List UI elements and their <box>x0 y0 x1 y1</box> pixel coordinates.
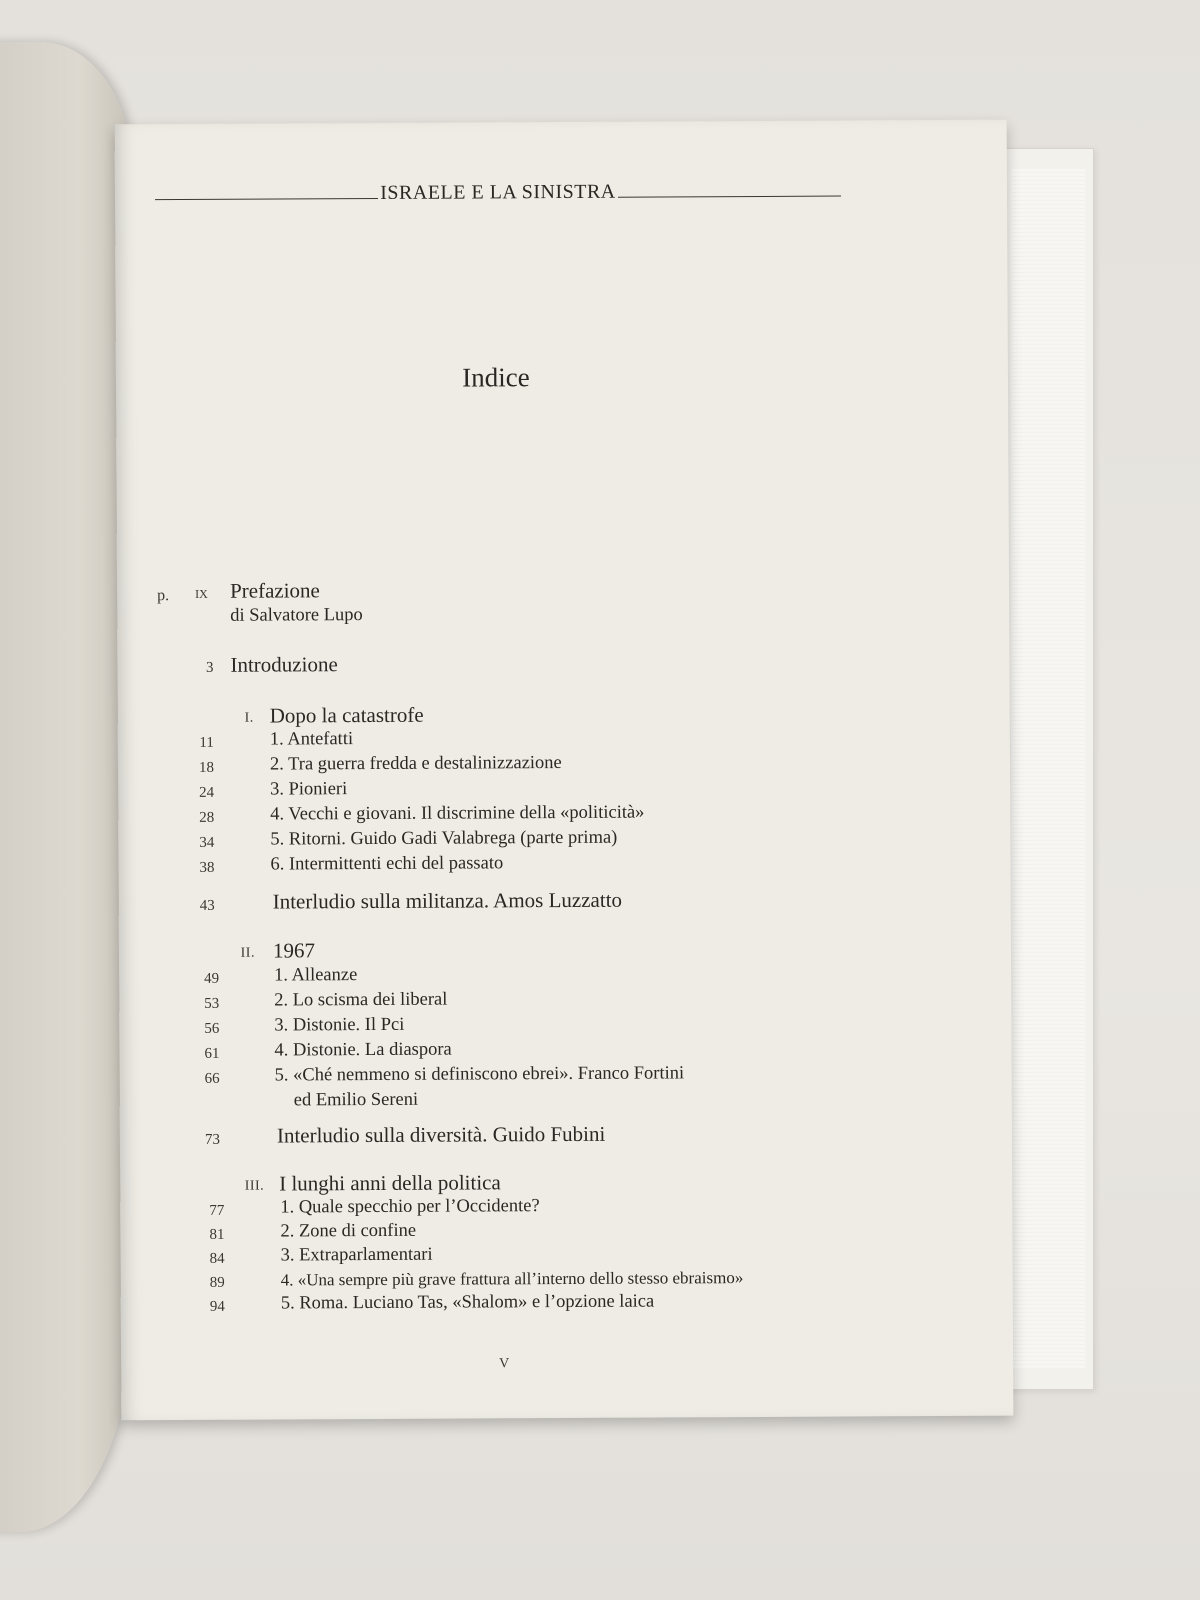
toc-section: 1. Quale specchio per l’Occidente? <box>280 1196 540 1218</box>
toc-page-number: 38 <box>199 859 215 876</box>
toc-section: 3. Extraparlamentari <box>280 1244 433 1266</box>
chapter-title: 1967 <box>272 938 316 963</box>
toc-page-number: 24 <box>199 784 215 801</box>
toc-section: 2. Tra guerra fredda e destalinizzazione <box>269 753 562 775</box>
toc-page-number: 94 <box>209 1298 225 1315</box>
chapter-numeral: I. <box>244 710 254 726</box>
toc-page-number: 49 <box>204 970 220 987</box>
toc-page-number: 84 <box>209 1250 225 1267</box>
toc-section-continuation: ed Emilio Sereni <box>293 1089 419 1111</box>
toc-interlude: Interludio sulla diversità. Guido Fubini <box>276 1121 606 1148</box>
toc-page-number: 81 <box>209 1226 225 1243</box>
page-folio: V <box>499 1356 510 1372</box>
toc-section: 6. Intermittenti echi del passato <box>270 853 504 875</box>
toc-page-number: 73 <box>204 1131 220 1148</box>
toc-page-number: 28 <box>199 809 215 826</box>
left-page-curl <box>0 42 130 1532</box>
toc-page-number: IX <box>195 586 208 601</box>
toc-section: 5. Ritorni. Guido Gadi Valabrega (parte prima) <box>270 827 618 850</box>
running-head-rule-left <box>155 198 378 200</box>
toc-entry-introduzione: Introduzione <box>230 652 338 677</box>
toc-interlude: Interludio sulla militanza. Amos Luzzatto <box>272 887 623 914</box>
toc-page-number: 34 <box>199 834 215 851</box>
toc-page-number: 18 <box>198 759 215 776</box>
chapter-numeral: II. <box>240 945 255 961</box>
toc-page-number: 56 <box>204 1020 220 1037</box>
page-title: Indice <box>462 362 530 393</box>
running-head-rule-right <box>618 196 841 198</box>
chapter-title: I lunghi anni della politica <box>279 1170 501 1196</box>
toc-section: 4. «Una sempre più grave frattura all’interno dello stesso ebraismo» <box>280 1268 744 1290</box>
toc-page-number: 3 <box>205 659 214 676</box>
toc-section: 1. Antefatti <box>269 729 354 750</box>
toc-section: 4. Distonie. La diaspora <box>274 1039 452 1061</box>
running-head <box>155 173 841 207</box>
toc-section: 5. «Ché nemmeno si definiscono ebrei». Franco Fortini <box>274 1063 685 1086</box>
toc-page-number: 66 <box>204 1070 220 1087</box>
toc-page-number: 89 <box>209 1274 225 1291</box>
toc-section: 3. Pionieri <box>270 779 348 800</box>
toc-section: 5. Roma. Luciano Tas, «Shalom» e l’opzione laica <box>280 1291 655 1314</box>
toc-section: 2. Zone di confine <box>280 1220 417 1242</box>
toc-entry-prefazione: Prefazione <box>229 578 320 603</box>
toc-section: 2. Lo scisma dei liberal <box>274 989 448 1011</box>
toc-section: 4. Vecchi e giovani. Il discrimine della «politicità» <box>270 802 645 825</box>
toc-page-number: 43 <box>199 897 215 914</box>
toc-section: 1. Alleanze <box>274 965 358 986</box>
toc-entry-subtitle: di Salvatore Lupo <box>230 605 363 626</box>
page-prefix: p. <box>157 587 170 605</box>
chapter-numeral: III. <box>244 1178 265 1194</box>
running-head-title: ISRAELE E LA SINISTRA <box>380 180 616 204</box>
chapter-title: Dopo la catastrofe <box>269 702 424 728</box>
book-cover-edge <box>1000 148 1094 1390</box>
book-page <box>115 120 1014 1421</box>
toc-page-number: 61 <box>204 1045 220 1062</box>
cover-texture <box>1011 169 1085 1369</box>
toc-page-number: 11 <box>199 734 214 751</box>
toc-page-number: 53 <box>204 995 220 1012</box>
toc-page-number: 77 <box>209 1202 225 1219</box>
toc-section: 3. Distonie. Il Pci <box>274 1014 405 1036</box>
